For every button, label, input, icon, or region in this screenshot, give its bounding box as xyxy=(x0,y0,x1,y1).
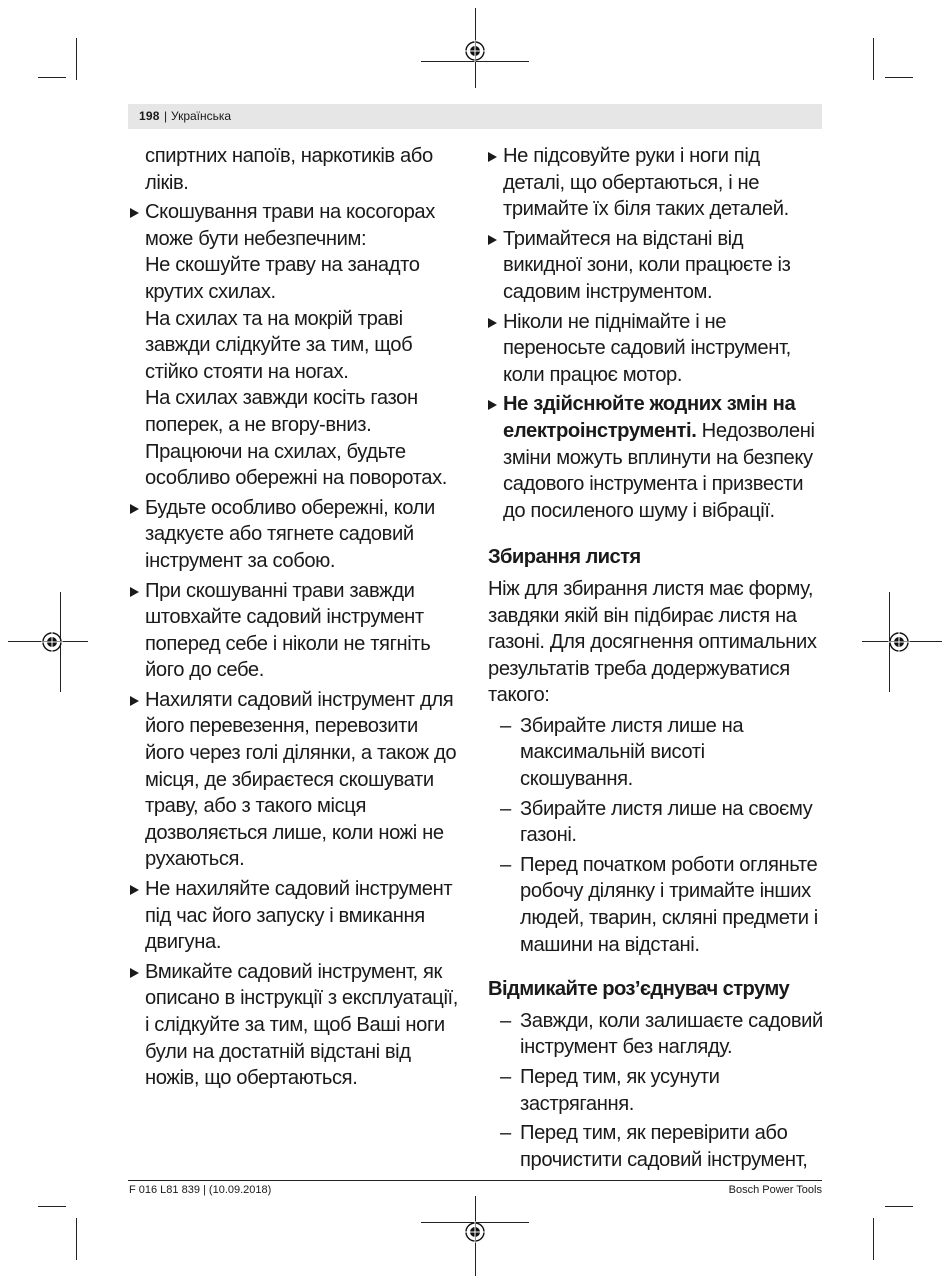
bullet-item: Вмикайте садовий інструмент, як описано в інструкції з експлуатації, і слідкуйте за тим, щоб Ваші ноги були на достатній відстані від ножів, що обертаються. xyxy=(130,959,480,1092)
bullet-item: Нахиляти садовий інструмент для його перевезення, перевозити його через голі ділянки, а також до місця, де збираєтеся скошувати траву, або з такого місця дозволяється лише, коли ножі не рухаються. xyxy=(130,687,480,873)
bullet-item: Скошування трави на косогорах може бути небезпечним: Не скошуйте траву на занадто крутих схилах. На схилах та на мокрій траві завжди слідкуйте за тим, щоб стійко стояти на ногах. На схилах завжди косіть газон поперек, а не вгору-вниз. Працюючи на схилах, будьте особливо обережні на поворотах. xyxy=(130,199,480,492)
bullet-item: Тримайтеся на відстані від викидної зони, коли працюєте із садовим інструментом. xyxy=(488,226,828,306)
dash-list-item: – Перед тим, як усунути застрягання. xyxy=(500,1066,720,1115)
bullet-triangle-icon xyxy=(488,400,497,410)
header-separator: | xyxy=(164,109,168,123)
section-paragraph: Ніж для збирання листя має форму, завдяки якій він підбирає листя на газоні. Для досягнення оптимальних результатів треба додержуватися такого: xyxy=(488,577,817,707)
right-column xyxy=(488,143,828,1176)
dash-list-item: – Завжди, коли залишаєте садовий інструмент без нагляду. xyxy=(500,1009,823,1059)
registration-mark-icon xyxy=(41,631,63,653)
bullet-triangle-icon xyxy=(130,208,139,218)
registration-mark-icon xyxy=(888,631,910,653)
bullet-triangle-icon xyxy=(130,696,139,706)
dash-marker: – xyxy=(500,797,511,820)
crop-mark xyxy=(885,1206,913,1207)
footer-rule xyxy=(128,1180,822,1181)
bullet-item: Ніколи не піднімайте і не переносьте садовий інструмент, коли працює мотор. xyxy=(488,309,828,389)
crop-mark xyxy=(38,77,66,78)
dash-list-item: – Перед тим, як перевірити або прочистити садовий інструмент, xyxy=(500,1122,808,1171)
bullet-item: Будьте особливо обережні, коли задкуєте або тягнете садовий інструмент за собою. xyxy=(130,495,480,575)
crop-mark xyxy=(873,38,874,80)
bullet-item: При скошуванні трави завжди штовхайте садовий інструмент поперед себе і ніколи не тягніть його до себе. xyxy=(130,578,480,684)
dash-marker: – xyxy=(500,1066,511,1088)
left-column xyxy=(130,143,480,1095)
footer-brand: Bosch Power Tools xyxy=(728,1184,822,1196)
bullet-triangle-icon xyxy=(130,885,139,895)
bullet-item-warning: Не здійснюйте жодних змін на електроінструменті. Недозволені зміни можуть вплинути на безпеку садового інструмента і призвести до посиленого шуму і вібрації. xyxy=(488,391,828,524)
dash-marker: – xyxy=(500,714,511,737)
section-heading: Відмикайте роз’єднувач струму xyxy=(488,978,790,1001)
crop-mark xyxy=(76,38,77,80)
dash-marker: – xyxy=(500,1122,511,1145)
crop-mark xyxy=(873,1218,874,1260)
crop-mark xyxy=(76,1218,77,1260)
section-heading: Збирання листя xyxy=(488,546,641,569)
dash-list-item: – Збирайте листя лише на своєму газоні. xyxy=(500,797,813,847)
dash-list-item: – Перед початком роботи огляньте робочу ділянку і тримайте інших людей, тварин, скляні предмети і машини на відстані. xyxy=(500,853,818,956)
bullet-triangle-icon xyxy=(488,235,497,245)
bullet-triangle-icon xyxy=(488,318,497,328)
bullet-triangle-icon xyxy=(130,504,139,514)
registration-mark-icon xyxy=(464,1221,486,1243)
page-number: 198 xyxy=(139,109,160,123)
header-language: Українська xyxy=(171,109,232,123)
page-header xyxy=(128,104,822,129)
bullet-item: Не нахиляйте садовий інструмент під час його запуску і вмикання двигуна. xyxy=(130,876,480,956)
footer-document-code: F 016 L81 839 | (10.09.2018) xyxy=(129,1184,272,1196)
crop-mark xyxy=(38,1206,66,1207)
continuation-text: спиртних напоїв, наркотиків або ліків. xyxy=(145,145,433,194)
dash-list-item: – Збирайте листя лише на максимальній висоті скошування. xyxy=(500,714,744,791)
dash-marker: – xyxy=(500,853,511,876)
bullet-triangle-icon xyxy=(130,587,139,597)
bullet-triangle-icon xyxy=(130,968,139,978)
dash-marker: – xyxy=(500,1009,511,1032)
registration-mark-icon xyxy=(464,40,486,62)
crop-mark xyxy=(885,77,913,78)
bullet-triangle-icon xyxy=(488,152,497,162)
bullet-item: Не підсовуйте руки і ноги під деталі, що обертаються, і не тримайте їх біля таких деталей. xyxy=(488,143,828,223)
